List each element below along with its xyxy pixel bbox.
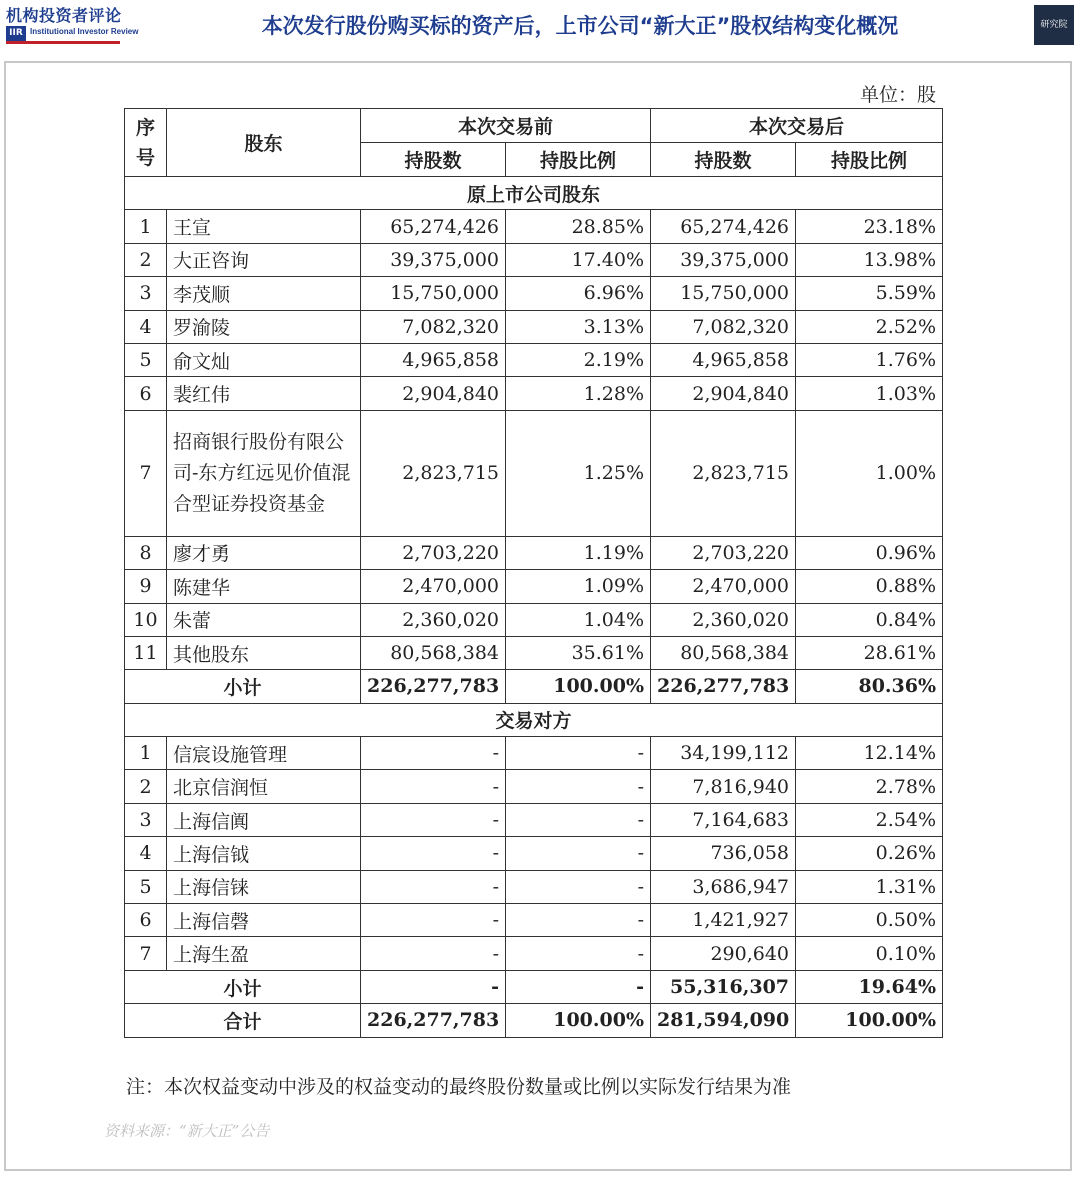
cell-after-ratio: 2.54% (796, 803, 943, 836)
cell-before-shares: - (361, 970, 506, 1003)
page-header (0, 0, 1080, 52)
table-row (125, 310, 943, 343)
cell-holder: 上海信铼 (167, 870, 361, 903)
cell-seq: 11 (125, 636, 167, 669)
header-seq (125, 109, 167, 177)
cell-after-ratio: 23.18% (796, 210, 943, 243)
cell-holder: 其他股东 (167, 636, 361, 669)
cell-seq: 6 (125, 904, 167, 937)
cell-before-shares: 80,568,384 (361, 636, 506, 669)
cell-before-ratio: 6.96% (506, 277, 651, 310)
cell-before-shares: - (361, 837, 506, 870)
cell-before-ratio: 17.40% (506, 243, 651, 276)
cell-before-ratio: 3.13% (506, 310, 651, 343)
cell-seq: 5 (125, 870, 167, 903)
table-row (125, 243, 943, 276)
cell-after-shares: 7,816,940 (651, 770, 796, 803)
cell-before-shares: 39,375,000 (361, 243, 506, 276)
logo-mark-icon: IIR (6, 26, 26, 41)
cell-seq: 8 (125, 536, 167, 569)
cell-after-ratio: 28.61% (796, 636, 943, 669)
table-row (125, 210, 943, 243)
cell-seq: 9 (125, 570, 167, 603)
cell-before-ratio: 100.00% (506, 670, 651, 703)
cell-after-ratio: 5.59% (796, 277, 943, 310)
cell-holder: 罗渝陵 (167, 310, 361, 343)
cell-seq: 2 (125, 770, 167, 803)
cell-before-ratio: - (506, 937, 651, 970)
cell-after-shares: 65,274,426 (651, 210, 796, 243)
cell-before-shares: 15,750,000 (361, 277, 506, 310)
table-row (125, 377, 943, 410)
cell-after-ratio: 19.64% (796, 970, 943, 1003)
cell-after-ratio: 2.52% (796, 310, 943, 343)
cell-before-shares: 226,277,783 (361, 670, 506, 703)
cell-seq: 3 (125, 803, 167, 836)
cell-before-ratio: - (506, 837, 651, 870)
cell-holder: 招商银行股份有限公司-东方红远见价值混合型证券投资基金 (167, 410, 361, 536)
table-row (125, 937, 943, 970)
table-row (125, 277, 943, 310)
table-row (125, 870, 943, 903)
cell-before-ratio: - (506, 870, 651, 903)
publisher-logo (6, 3, 139, 45)
cell-before-shares: 2,470,000 (361, 570, 506, 603)
cell-seq: 5 (125, 343, 167, 376)
cell-holder: 上海信钺 (167, 837, 361, 870)
table-row (125, 837, 943, 870)
cell-after-shares: 55,316,307 (651, 970, 796, 1003)
cell-before-ratio: 1.04% (506, 603, 651, 636)
table-row (125, 410, 943, 536)
cell-after-ratio: 12.14% (796, 737, 943, 770)
cell-after-shares: 226,277,783 (651, 670, 796, 703)
header-before-ratio: 持股比例 (506, 143, 651, 177)
cell-seq: 4 (125, 837, 167, 870)
table-row (125, 570, 943, 603)
cell-after-ratio: 13.98% (796, 243, 943, 276)
header-after-group: 本次交易后 (651, 109, 943, 143)
cell-seq: 2 (125, 243, 167, 276)
shareholding-table (124, 108, 943, 1038)
cell-before-ratio: 28.85% (506, 210, 651, 243)
header-holder: 股东 (167, 109, 361, 177)
cell-holder: 陈建华 (167, 570, 361, 603)
cell-holder: 李茂顺 (167, 277, 361, 310)
cell-after-shares: 290,640 (651, 937, 796, 970)
header-before-group: 本次交易前 (361, 109, 651, 143)
cell-after-ratio: 1.03% (796, 377, 943, 410)
table-header-row (125, 109, 943, 143)
cell-seq: 6 (125, 377, 167, 410)
cell-after-ratio: 0.96% (796, 536, 943, 569)
cell-before-shares: 2,360,020 (361, 603, 506, 636)
table-row (125, 603, 943, 636)
cell-after-shares: 39,375,000 (651, 243, 796, 276)
section-counterparties (125, 703, 943, 736)
header-before-shares: 持股数 (361, 143, 506, 177)
source-note: 资料来源：“新大正”公告 (104, 1122, 270, 1140)
cell-after-ratio: 1.00% (796, 410, 943, 536)
cell-after-ratio: 100.00% (796, 1004, 943, 1037)
table-row (125, 737, 943, 770)
cell-before-shares: - (361, 737, 506, 770)
cell-holder: 上海信阗 (167, 803, 361, 836)
cell-after-ratio: 0.10% (796, 937, 943, 970)
cell-before-shares: - (361, 870, 506, 903)
cell-before-ratio: - (506, 970, 651, 1003)
cell-after-shares: 34,199,112 (651, 737, 796, 770)
cell-after-shares: 80,568,384 (651, 636, 796, 669)
cell-after-shares: 1,421,927 (651, 904, 796, 937)
cell-after-shares: 2,470,000 (651, 570, 796, 603)
cell-after-shares: 2,703,220 (651, 536, 796, 569)
cell-seq: 1 (125, 737, 167, 770)
header-seq-line: 号 (135, 146, 155, 169)
cell-before-shares: 2,823,715 (361, 410, 506, 536)
header-after-shares: 持股数 (651, 143, 796, 177)
cell-after-shares: 7,082,320 (651, 310, 796, 343)
cell-before-ratio: - (506, 737, 651, 770)
total-row-label: 合计 (125, 1004, 361, 1037)
cell-before-shares: - (361, 770, 506, 803)
cell-holder: 王宣 (167, 210, 361, 243)
cell-before-ratio: 1.28% (506, 377, 651, 410)
cell-before-shares: 4,965,858 (361, 343, 506, 376)
table-row (125, 803, 943, 836)
cell-before-ratio: 1.09% (506, 570, 651, 603)
cell-after-shares: 2,823,715 (651, 410, 796, 536)
subtotal-row-label: 小计 (125, 970, 361, 1003)
cell-after-ratio: 1.31% (796, 870, 943, 903)
total-row (125, 1004, 943, 1037)
cell-after-shares: 7,164,683 (651, 803, 796, 836)
subtotal-row (125, 970, 943, 1003)
section-original-holders (125, 177, 943, 210)
cell-before-shares: - (361, 937, 506, 970)
table-row (125, 636, 943, 669)
header-after-ratio: 持股比例 (796, 143, 943, 177)
cell-seq: 10 (125, 603, 167, 636)
cell-before-ratio: 100.00% (506, 1004, 651, 1037)
cell-seq: 4 (125, 310, 167, 343)
cell-before-shares: 65,274,426 (361, 210, 506, 243)
unit-label: 单位：股 (860, 84, 937, 106)
cell-after-ratio: 0.50% (796, 904, 943, 937)
cell-after-ratio: 1.76% (796, 343, 943, 376)
subtotal-row-label: 小计 (125, 670, 361, 703)
brand-badge-icon: 研究院 (1034, 5, 1074, 45)
cell-after-shares: 2,904,840 (651, 377, 796, 410)
cell-before-shares: 2,904,840 (361, 377, 506, 410)
cell-before-shares: - (361, 803, 506, 836)
cell-after-ratio: 80.36% (796, 670, 943, 703)
cell-holder: 大正咨询 (167, 243, 361, 276)
cell-holder: 廖才勇 (167, 536, 361, 569)
cell-before-ratio: - (506, 803, 651, 836)
cell-seq: 7 (125, 937, 167, 970)
section-counterparties-label: 交易对方 (125, 703, 943, 736)
cell-before-ratio: 35.61% (506, 636, 651, 669)
cell-holder: 上海信磬 (167, 904, 361, 937)
cell-before-ratio: 1.25% (506, 410, 651, 536)
cell-holder: 朱蕾 (167, 603, 361, 636)
cell-after-ratio: 0.26% (796, 837, 943, 870)
table-row (125, 770, 943, 803)
cell-before-ratio: 2.19% (506, 343, 651, 376)
cell-after-shares: 281,594,090 (651, 1004, 796, 1037)
cell-after-shares: 4,965,858 (651, 343, 796, 376)
cell-after-shares: 2,360,020 (651, 603, 796, 636)
table-row (125, 536, 943, 569)
section-original-holders-label: 原上市公司股东 (125, 177, 943, 210)
table-row (125, 904, 943, 937)
cell-after-shares: 736,058 (651, 837, 796, 870)
cell-holder: 上海生盈 (167, 937, 361, 970)
cell-after-shares: 3,686,947 (651, 870, 796, 903)
page-title: 本次发行股份购买标的资产后，上市公司“新大正”股权结构变化概况 (261, 14, 899, 38)
cell-before-shares: 226,277,783 (361, 1004, 506, 1037)
cell-before-shares: 7,082,320 (361, 310, 506, 343)
cell-after-ratio: 0.88% (796, 570, 943, 603)
subtotal-row (125, 670, 943, 703)
cell-holder: 俞文灿 (167, 343, 361, 376)
cell-before-ratio: - (506, 904, 651, 937)
cell-after-shares: 15,750,000 (651, 277, 796, 310)
footnote: 注：本次权益变动中涉及的权益变动的最终股份数量或比例以实际发行结果为准 (126, 1076, 792, 1098)
header-seq-line: 序 (135, 116, 155, 139)
cell-seq: 3 (125, 277, 167, 310)
cell-holder: 信宸设施管理 (167, 737, 361, 770)
cell-holder: 裴红伟 (167, 377, 361, 410)
cell-holder: 北京信润恒 (167, 770, 361, 803)
logo-subtitle: Institutional Investor Review (30, 27, 139, 36)
cell-before-shares: - (361, 904, 506, 937)
cell-before-ratio: 1.19% (506, 536, 651, 569)
cell-after-ratio: 2.78% (796, 770, 943, 803)
cell-seq: 7 (125, 410, 167, 536)
logo-title: 机构投资者评论 (6, 6, 122, 25)
cell-seq: 1 (125, 210, 167, 243)
logo-bar (6, 26, 139, 44)
cell-before-shares: 2,703,220 (361, 536, 506, 569)
cell-after-ratio: 0.84% (796, 603, 943, 636)
table-row (125, 343, 943, 376)
cell-before-ratio: - (506, 770, 651, 803)
